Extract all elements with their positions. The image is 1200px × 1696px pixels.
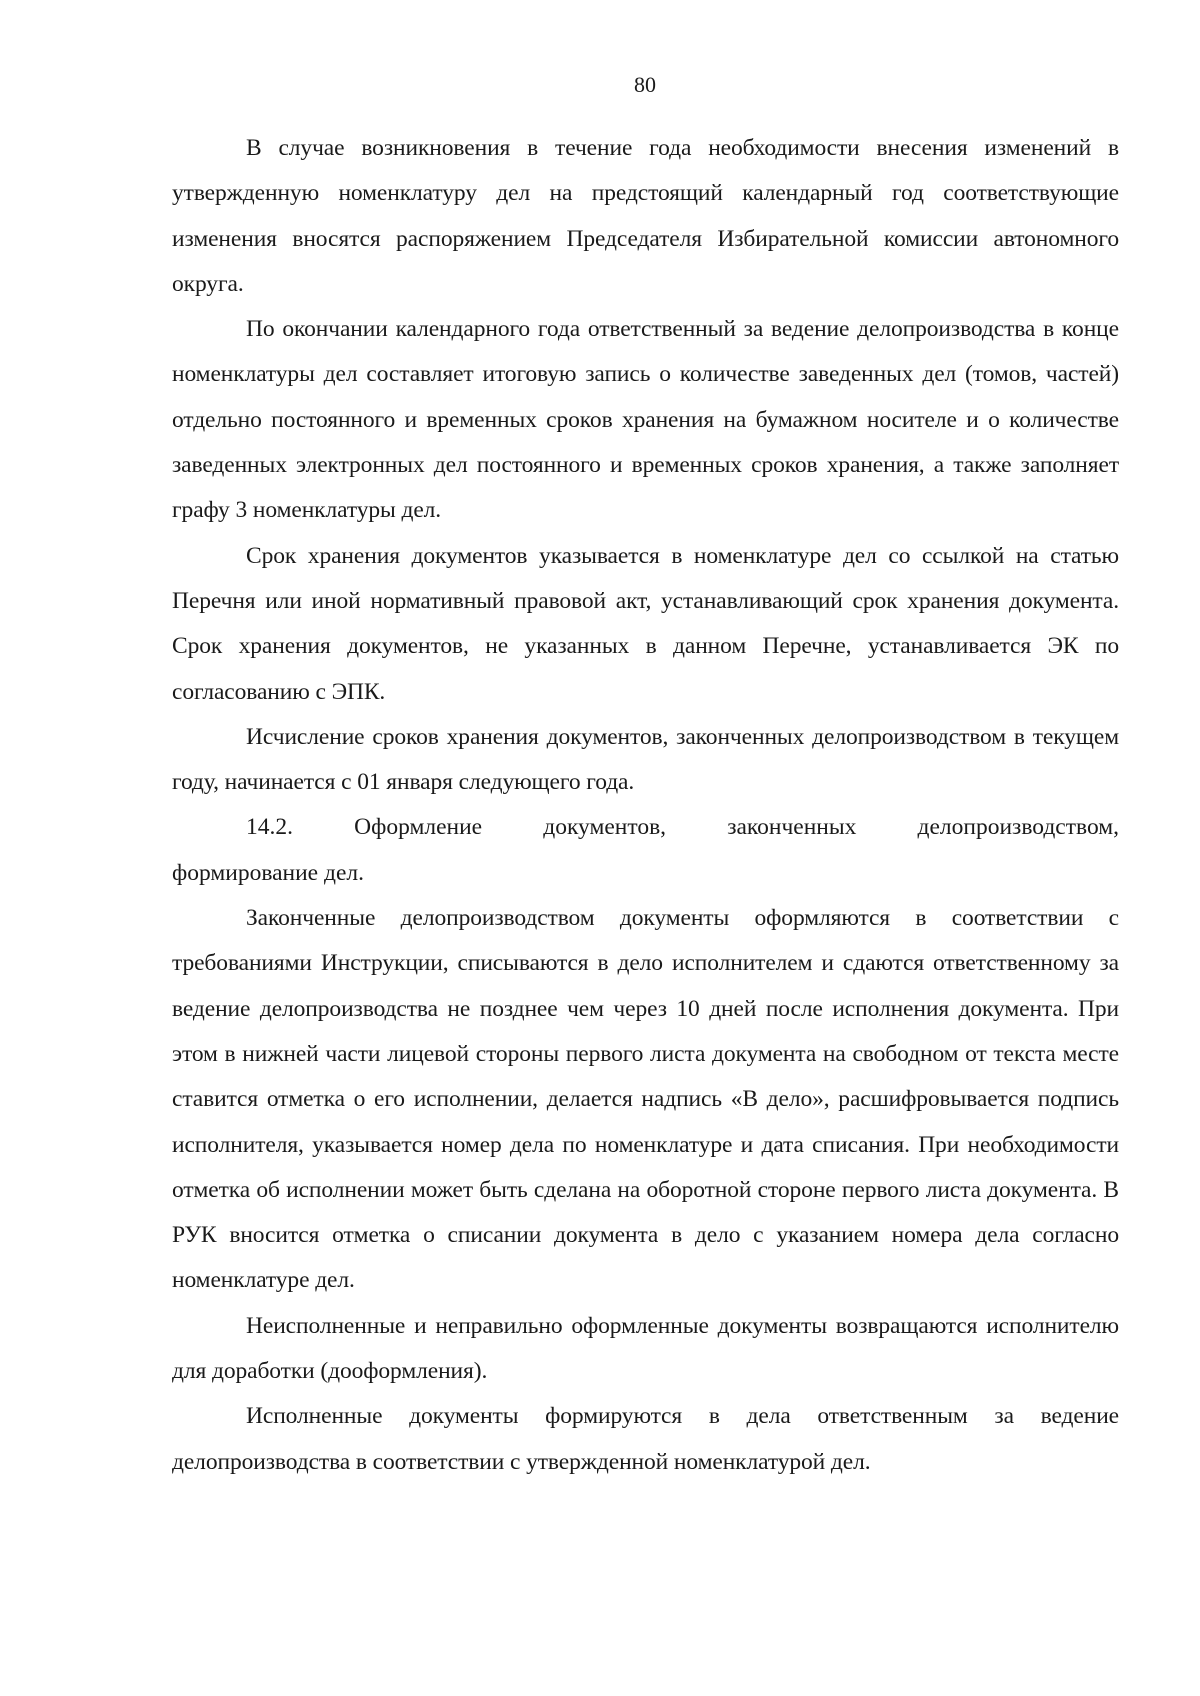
paragraph-2: По окончании календарного года ответственный за ведение делопроизводства в конце номенклатуры дел составляет итоговую запись о количестве заведенных дел (томов, частей) отдельно постоянного и временных сроков хранения на бумажном носителе и о количестве заведенных электронных дел постоянного и временных сроков хранения, а также заполняет графу 3 номенклатуры дел. [172,316,1119,524]
paragraph-1: В случае возникновения в течение года необходимости внесения изменений в утвержденную номенклатуру дел на предстоящий календарный год соответствующие изменения вносятся распоряжением Председателя Избирательной комиссии автономного округа. [172,135,1119,297]
page-number: 80 [634,72,656,97]
paragraph-4: Исчисление сроков хранения документов, законченных делопроизводством в текущем году, начинается с 01 января следующего года. [172,723,1119,796]
document-body [172,126,1119,1485]
paragraph-6: Неисполненные и неправильно оформленные документы возвращаются исполнителю для доработки (дооформления). [172,1312,1119,1385]
paragraph-7: Исполненные документы формируются в дела ответственным за ведение делопроизводства в соответствии с утвержденной номенклатурой дел. [172,1403,1119,1475]
section-heading: 14.2. Оформление документов, законченных делопроизводством, [246,814,1119,841]
paragraph-5: Законченные делопроизводством документы оформляются в соответствии с требованиями Инструкции, списываются в дело исполнителем и сдаются ответственному за ведение делопроизводства не позднее чем через 10 дней после исполнения документа. При этом в нижней части лицевой стороны первого листа документа на свободном от текста месте ставится отметка о его исполнении, делается надпись «В дело», расшифровывается подпись исполнителя, указывается номер дела по номенклатуре и дата списания. При необходимости отметка об исполнении может быть сделана на оборотной стороне первого листа документа. В РУК вносится отметка о списании документа в дело с указанием номера дела согласно номенклатуре дел. [172,905,1119,1294]
paragraph-3: Срок хранения документов указывается в номенклатуре дел со ссылкой на статью Перечня или иной нормативный правовой акт, устанавливающий срок хранения документа. Срок хранения документов, не указанных в данном Перечне, устанавливается ЭК по согласованию с ЭПК. [172,542,1119,705]
section-heading-continuation: формирование дел. [172,859,364,886]
